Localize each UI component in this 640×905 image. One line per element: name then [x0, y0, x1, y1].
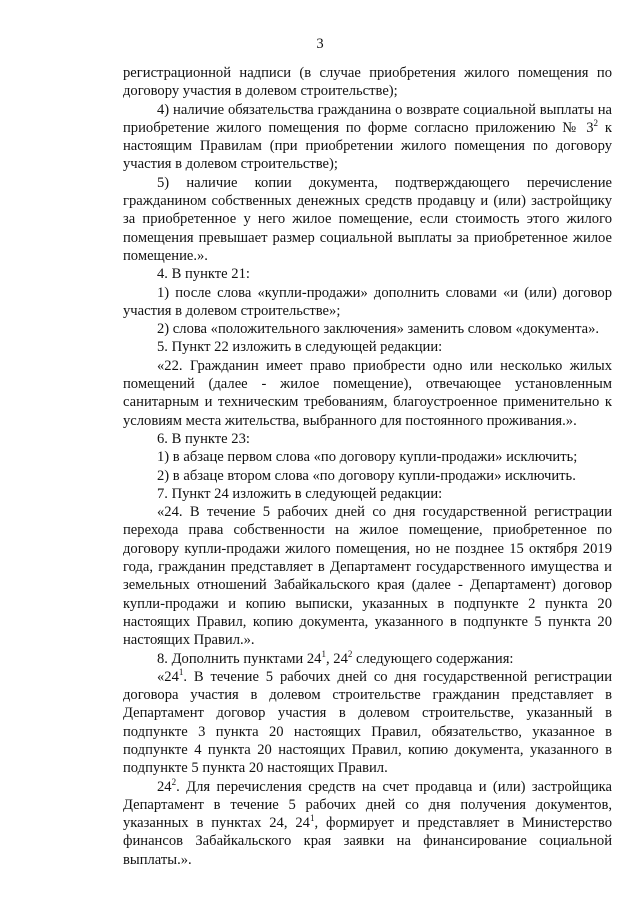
paragraph-text: . Для перечисления средств на счет продавца и (или) застройщика Департамент в течение 5 рабочих дней со дня получения документов, указанных в пунктах 24, 24: [123, 778, 612, 832]
paragraph: [123, 448, 612, 466]
paragraph-text: следующего содержания:: [352, 650, 514, 667]
paragraph: [123, 430, 612, 448]
superscript: 2: [347, 648, 353, 659]
paragraph: [123, 338, 612, 356]
paragraph-text: 8. Дополнить пунктами 24: [157, 650, 322, 667]
paragraph: [123, 284, 612, 321]
superscript: 2: [171, 776, 177, 787]
paragraph: [123, 174, 612, 265]
paragraph: [123, 485, 612, 503]
superscript: 1: [178, 666, 184, 677]
paragraph: [123, 357, 612, 430]
page-number: 3: [316, 36, 324, 52]
paragraph: [123, 778, 612, 869]
paragraph: [123, 650, 612, 668]
document-body: [123, 64, 612, 869]
paragraph-text: . В течение 5 рабочих дней со дня государственной регистрации договора участия в долевом строительстве гражданин представляет в Департамент договор участия в долевом строительстве, указанный в подпункте 3 пункта 20 настоящих Правил, обязательство, указанное в подпункте 4 пункта 20 настоящих Правил, копию документа, указанного в подпункте 5 пункта 20 настоящих Правил.: [123, 668, 612, 777]
paragraph-text: «22. Гражданин имеет право приобрести одно или несколько жилых помещений (далее - жилое помещение), отвечающее установленным санитарным и техническим требованиям, благоустроенное применительно к условиям места жительства, выбранного для постоянного проживания.».: [123, 357, 612, 429]
paragraph-text: 6. В пункте 23:: [157, 430, 250, 447]
paragraph: [123, 503, 612, 649]
paragraph-text: 1) в абзаце первом слова «по договору купли-продажи» исключить;: [157, 449, 578, 466]
paragraph: [123, 265, 612, 283]
paragraph-text: 2) слова «положительного заключения» заменить словом «документа».: [157, 321, 600, 338]
paragraph-text: 1) после слова «купли-продажи» дополнить словами «и (или) договор участия в долевом строительстве»;: [123, 284, 612, 319]
paragraph-text: 5. Пункт 22 изложить в следующей редакции:: [157, 339, 443, 356]
superscript: 2: [593, 117, 599, 128]
paragraph-text: 4. В пункте 21:: [157, 266, 250, 283]
paragraph: [123, 320, 612, 338]
paragraph-text: 4) наличие обязательства гражданина о возврате социальной выплаты на приобретение жилого помещения по форме согласно приложению № 3: [123, 101, 612, 136]
paragraph-text: , 24: [325, 650, 348, 667]
paragraph-text: «24. В течение 5 рабочих дней со дня государственной регистрации перехода права собственности на жилое помещение, приобретенное по договору купли-продажи жилого помещения, но не позднее 15 октября 2019 года, гражданин представляет в Департамент государственного имущества и земельных отношений Забайкальского края (далее - Департамент) договор купли-продажи и копию выписки, указанных в подпункте 2 пункта 20 настоящих Правил, копию документа, указанного в подпункте 5 пункта 20 настоящих Правил.».: [123, 504, 612, 649]
paragraph-text: 7. Пункт 24 изложить в следующей редакции:: [157, 485, 443, 502]
paragraph-text: к настоящим Правилам (при приобретении жилого помещения по договору участия в долевом строительстве);: [123, 119, 612, 173]
superscript: 1: [309, 813, 315, 824]
paragraph-text: «24: [157, 668, 179, 685]
paragraph-text: регистрационной надписи (в случае приобретения жилого помещения по договору участия в долевом строительстве);: [123, 65, 612, 100]
paragraph: [123, 668, 612, 778]
paragraph: [123, 64, 612, 101]
superscript: 1: [321, 648, 326, 659]
paragraph-text: 24: [157, 778, 172, 795]
paragraph: [123, 467, 612, 485]
paragraph-text: , формирует и представляет в Министерство финансов Забайкальского края заявки на финансирование социальной выплаты.».: [123, 815, 612, 868]
paragraph-text: 5) наличие копии документа, подтверждающего перечисление гражданином собственных денежных средств продавцу и (или) застройщику за приобретенное у него жилое помещение, если стоимость этого жилого помещения превышает размер социальной выплаты за приобретенное жилое помещение.».: [123, 174, 612, 264]
paragraph-text: 2) в абзаце втором слова «по договору купли-продажи» исключить.: [157, 467, 576, 484]
paragraph: [123, 101, 612, 174]
